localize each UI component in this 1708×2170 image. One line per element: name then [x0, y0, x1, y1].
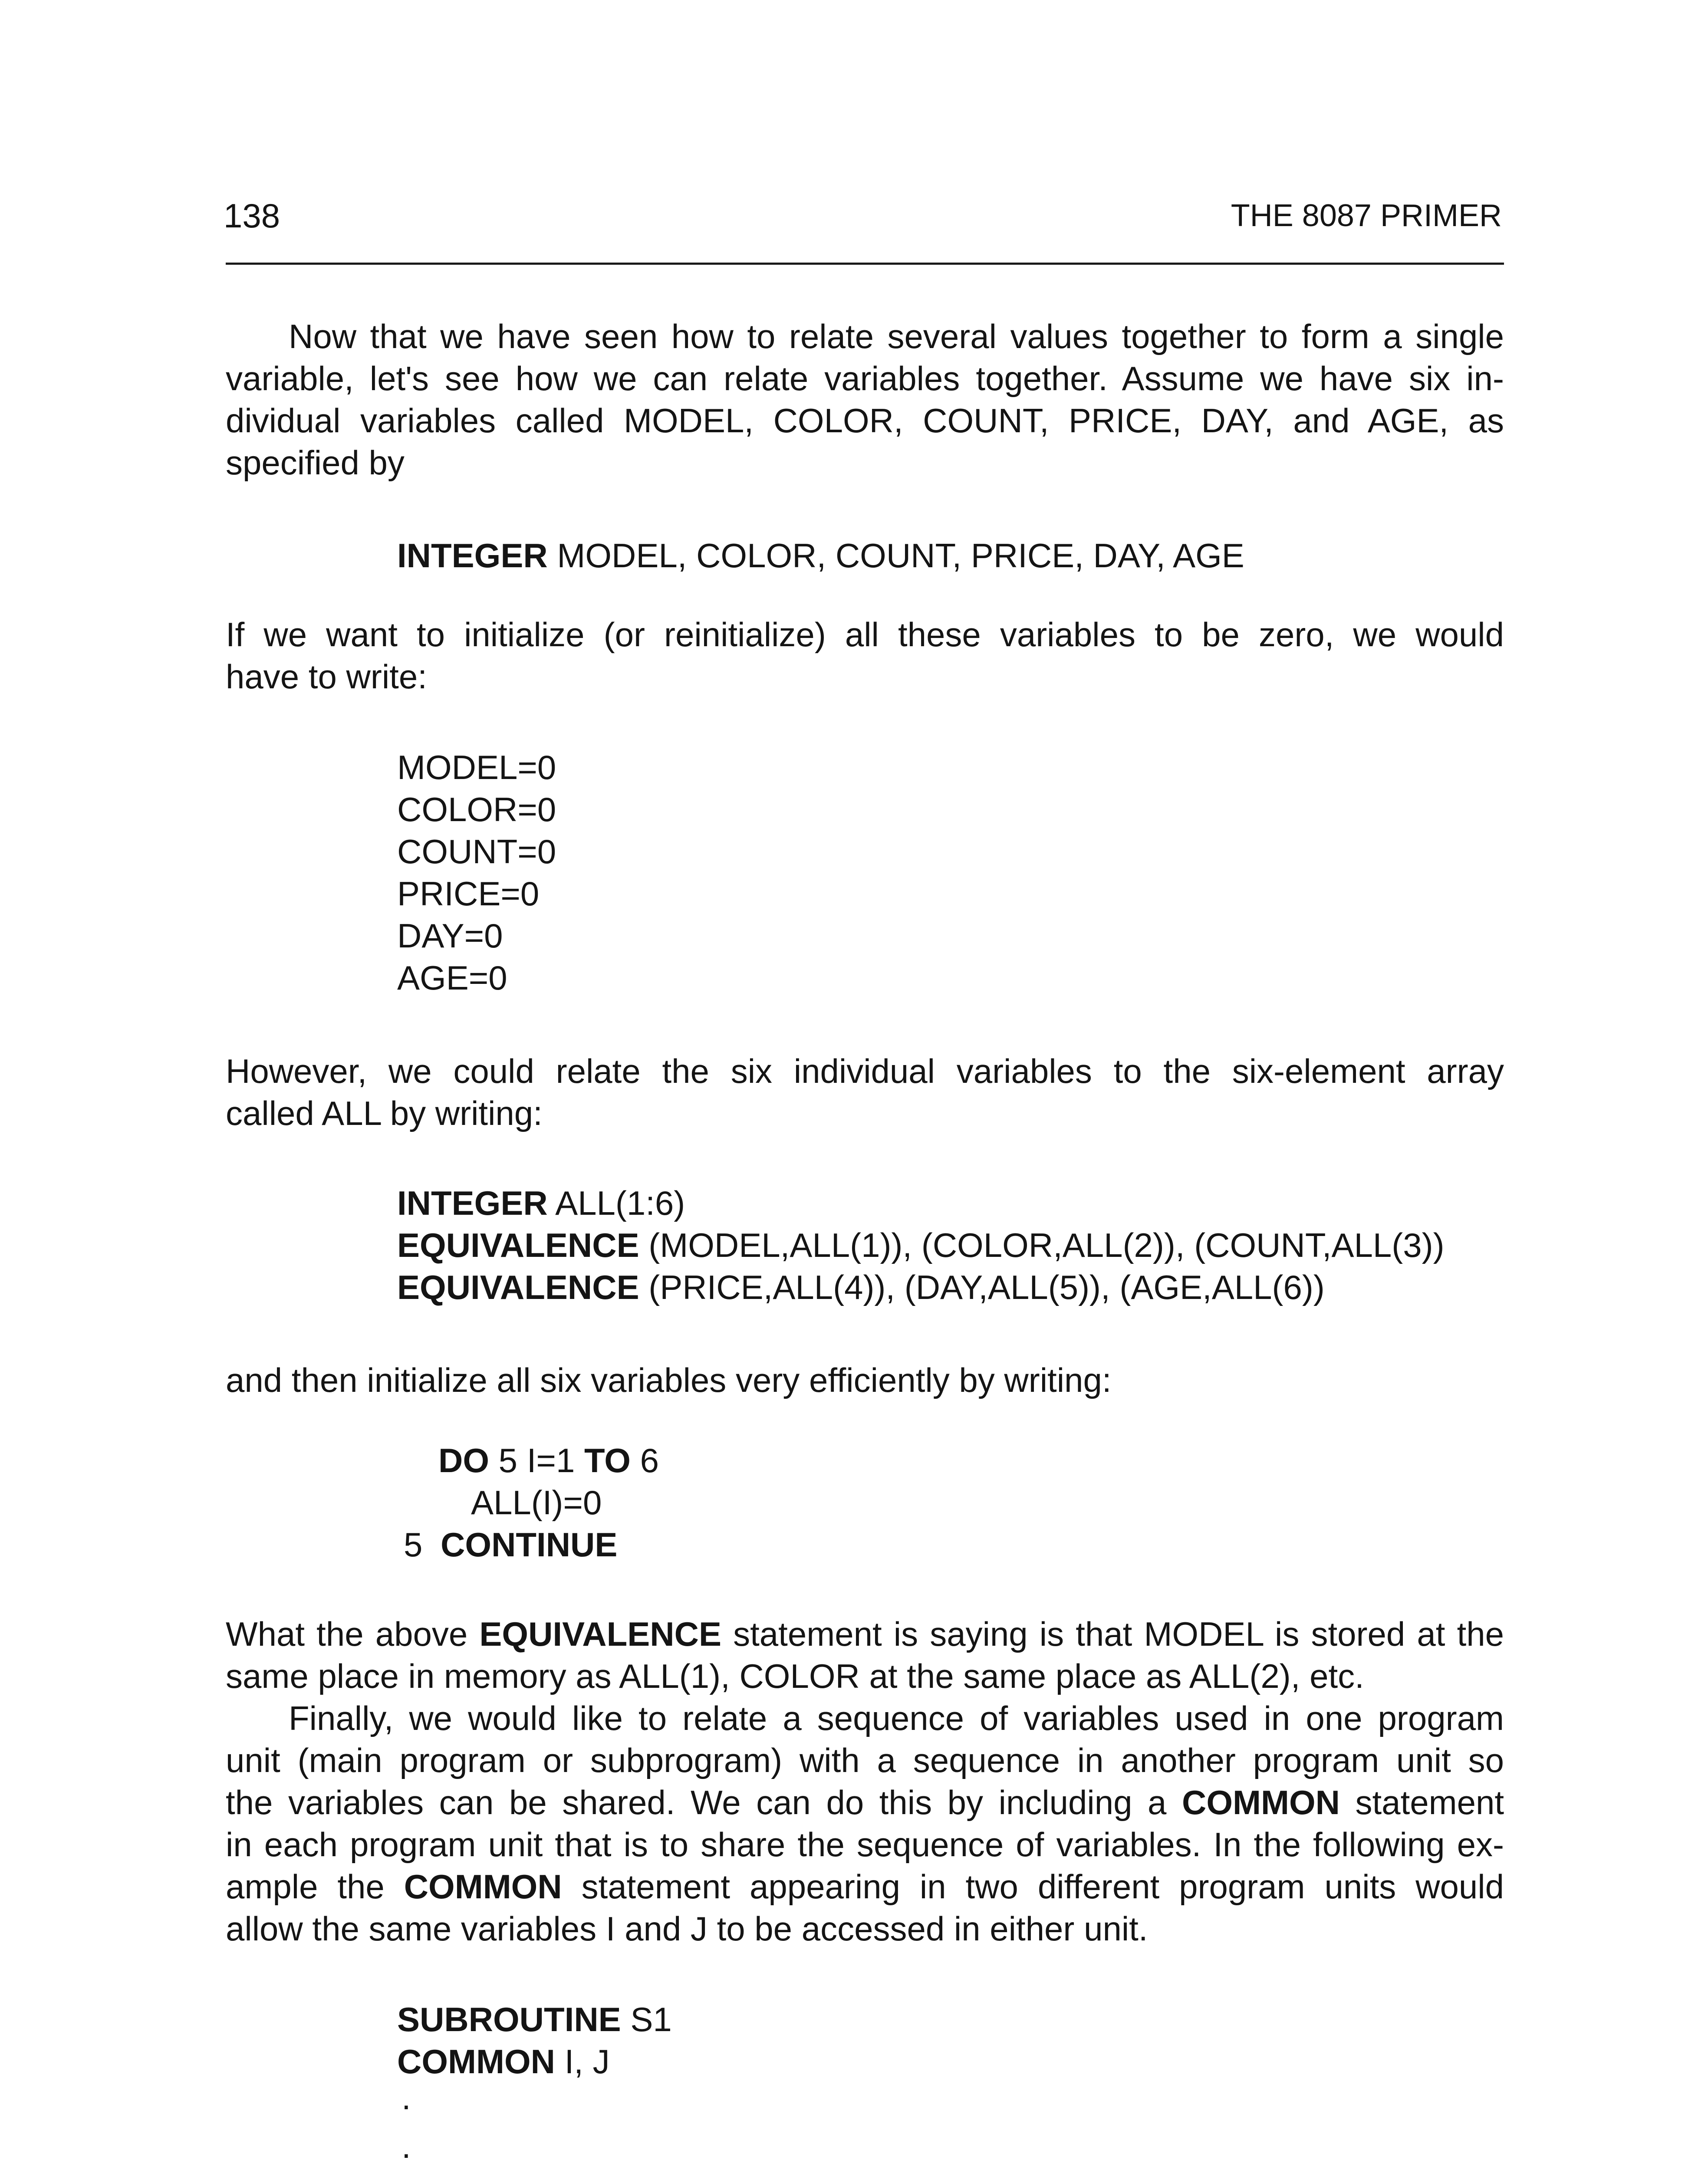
text-line: However, we could relate the six individual variables to the six-element array — [226, 1052, 1504, 1090]
text-line: specified by — [226, 444, 405, 482]
text-line: If we want to initialize (or reinitialize) all these variables to be zero, we would — [226, 615, 1504, 654]
code-line — [397, 1181, 685, 1225]
code-line — [397, 1266, 1325, 1309]
ellipsis-dot: . — [401, 2078, 411, 2117]
code-line: ALL(I)=0 — [471, 1483, 602, 1522]
code-line: COUNT=0 — [397, 832, 556, 871]
text-line: Finally, we would like to relate a sequence of variables used in one program — [289, 1699, 1504, 1737]
text-line: allow the same variables I and J to be accessed in either unit. — [226, 1910, 1148, 1948]
code-keyword: CONTINUE — [441, 1526, 618, 1564]
code-keyword: INTEGER — [397, 536, 548, 575]
text-line: ample the COMMON statement appearing in two different program units would — [226, 1868, 1504, 1906]
code-keyword: TO — [584, 1441, 631, 1480]
header-rule — [226, 263, 1504, 265]
code-keyword: EQUIVALENCE — [397, 1268, 639, 1306]
text-line: unit (main program or subprogram) with a sequence in another program unit so — [226, 1741, 1504, 1779]
code-label: 5 — [404, 1526, 423, 1564]
code-text: (MODEL,ALL(1)), (COLOR,ALL(2)), (COUNT,ALL(3)) — [648, 1226, 1445, 1264]
code-line — [404, 1523, 617, 1566]
code-keyword: INTEGER — [397, 1184, 548, 1222]
code-line: AGE=0 — [397, 959, 507, 997]
code-text: ALL(1:6) — [555, 1184, 685, 1222]
text-line: dividual variables called MODEL, COLOR, COUNT, PRICE, DAY, and AGE, as — [226, 401, 1504, 440]
code-keyword: COMMON — [404, 1868, 562, 1906]
text-line: called ALL by writing: — [226, 1094, 543, 1132]
code-text: 5 I=1 — [498, 1441, 575, 1480]
text-line: What the above EQUIVALENCE statement is saying is that MODEL is stored at the — [226, 1615, 1504, 1653]
text-line: Now that we have seen how to relate several values together to form a single — [289, 317, 1504, 355]
code-text: 6 — [640, 1441, 659, 1480]
code-text: I, J — [564, 2042, 610, 2081]
code-line: PRICE=0 — [397, 875, 540, 913]
code-line — [397, 1223, 1445, 1267]
code-text: MODEL, COLOR, COUNT, PRICE, DAY, AGE — [557, 536, 1244, 575]
code-line — [438, 1439, 659, 1482]
code-line — [397, 2040, 610, 2083]
text-line: in each program unit that is to share the sequence of variables. In the following ex- — [226, 1825, 1504, 1864]
text-line: the variables can be shared. We can do this by including a COMMON statement — [226, 1783, 1504, 1821]
code-keyword: EQUIVALENCE — [479, 1615, 721, 1653]
page-number: 138 — [224, 197, 280, 235]
paragraph-4: and then initialize all six variables very efficiently by writing: — [226, 1361, 1112, 1399]
code-keyword: SUBROUTINE — [397, 2000, 621, 2038]
code-keyword: EQUIVALENCE — [397, 1226, 639, 1264]
code-text: S1 — [630, 2000, 672, 2038]
code-line — [397, 1998, 672, 2041]
code-keyword: DO — [438, 1441, 489, 1480]
code-line: DAY=0 — [397, 917, 503, 955]
code-line: MODEL=0 — [397, 748, 556, 786]
ellipsis-dot: . — [401, 2127, 411, 2165]
text-line: variable, let's see how we can relate variables together. Assume we have six in- — [226, 359, 1504, 398]
code-line: COLOR=0 — [397, 790, 556, 829]
code-text: (PRICE,ALL(4)), (DAY,ALL(5)), (AGE,ALL(6)) — [648, 1268, 1325, 1306]
code-integer-declaration — [397, 534, 1244, 577]
text-line: have to write: — [226, 658, 427, 696]
code-keyword: COMMON — [1182, 1783, 1340, 1821]
text-line: same place in memory as ALL(1), COLOR at the same place as ALL(2), etc. — [226, 1657, 1364, 1695]
running-title: THE 8087 PRIMER — [1231, 198, 1502, 233]
code-keyword: COMMON — [397, 2042, 555, 2081]
